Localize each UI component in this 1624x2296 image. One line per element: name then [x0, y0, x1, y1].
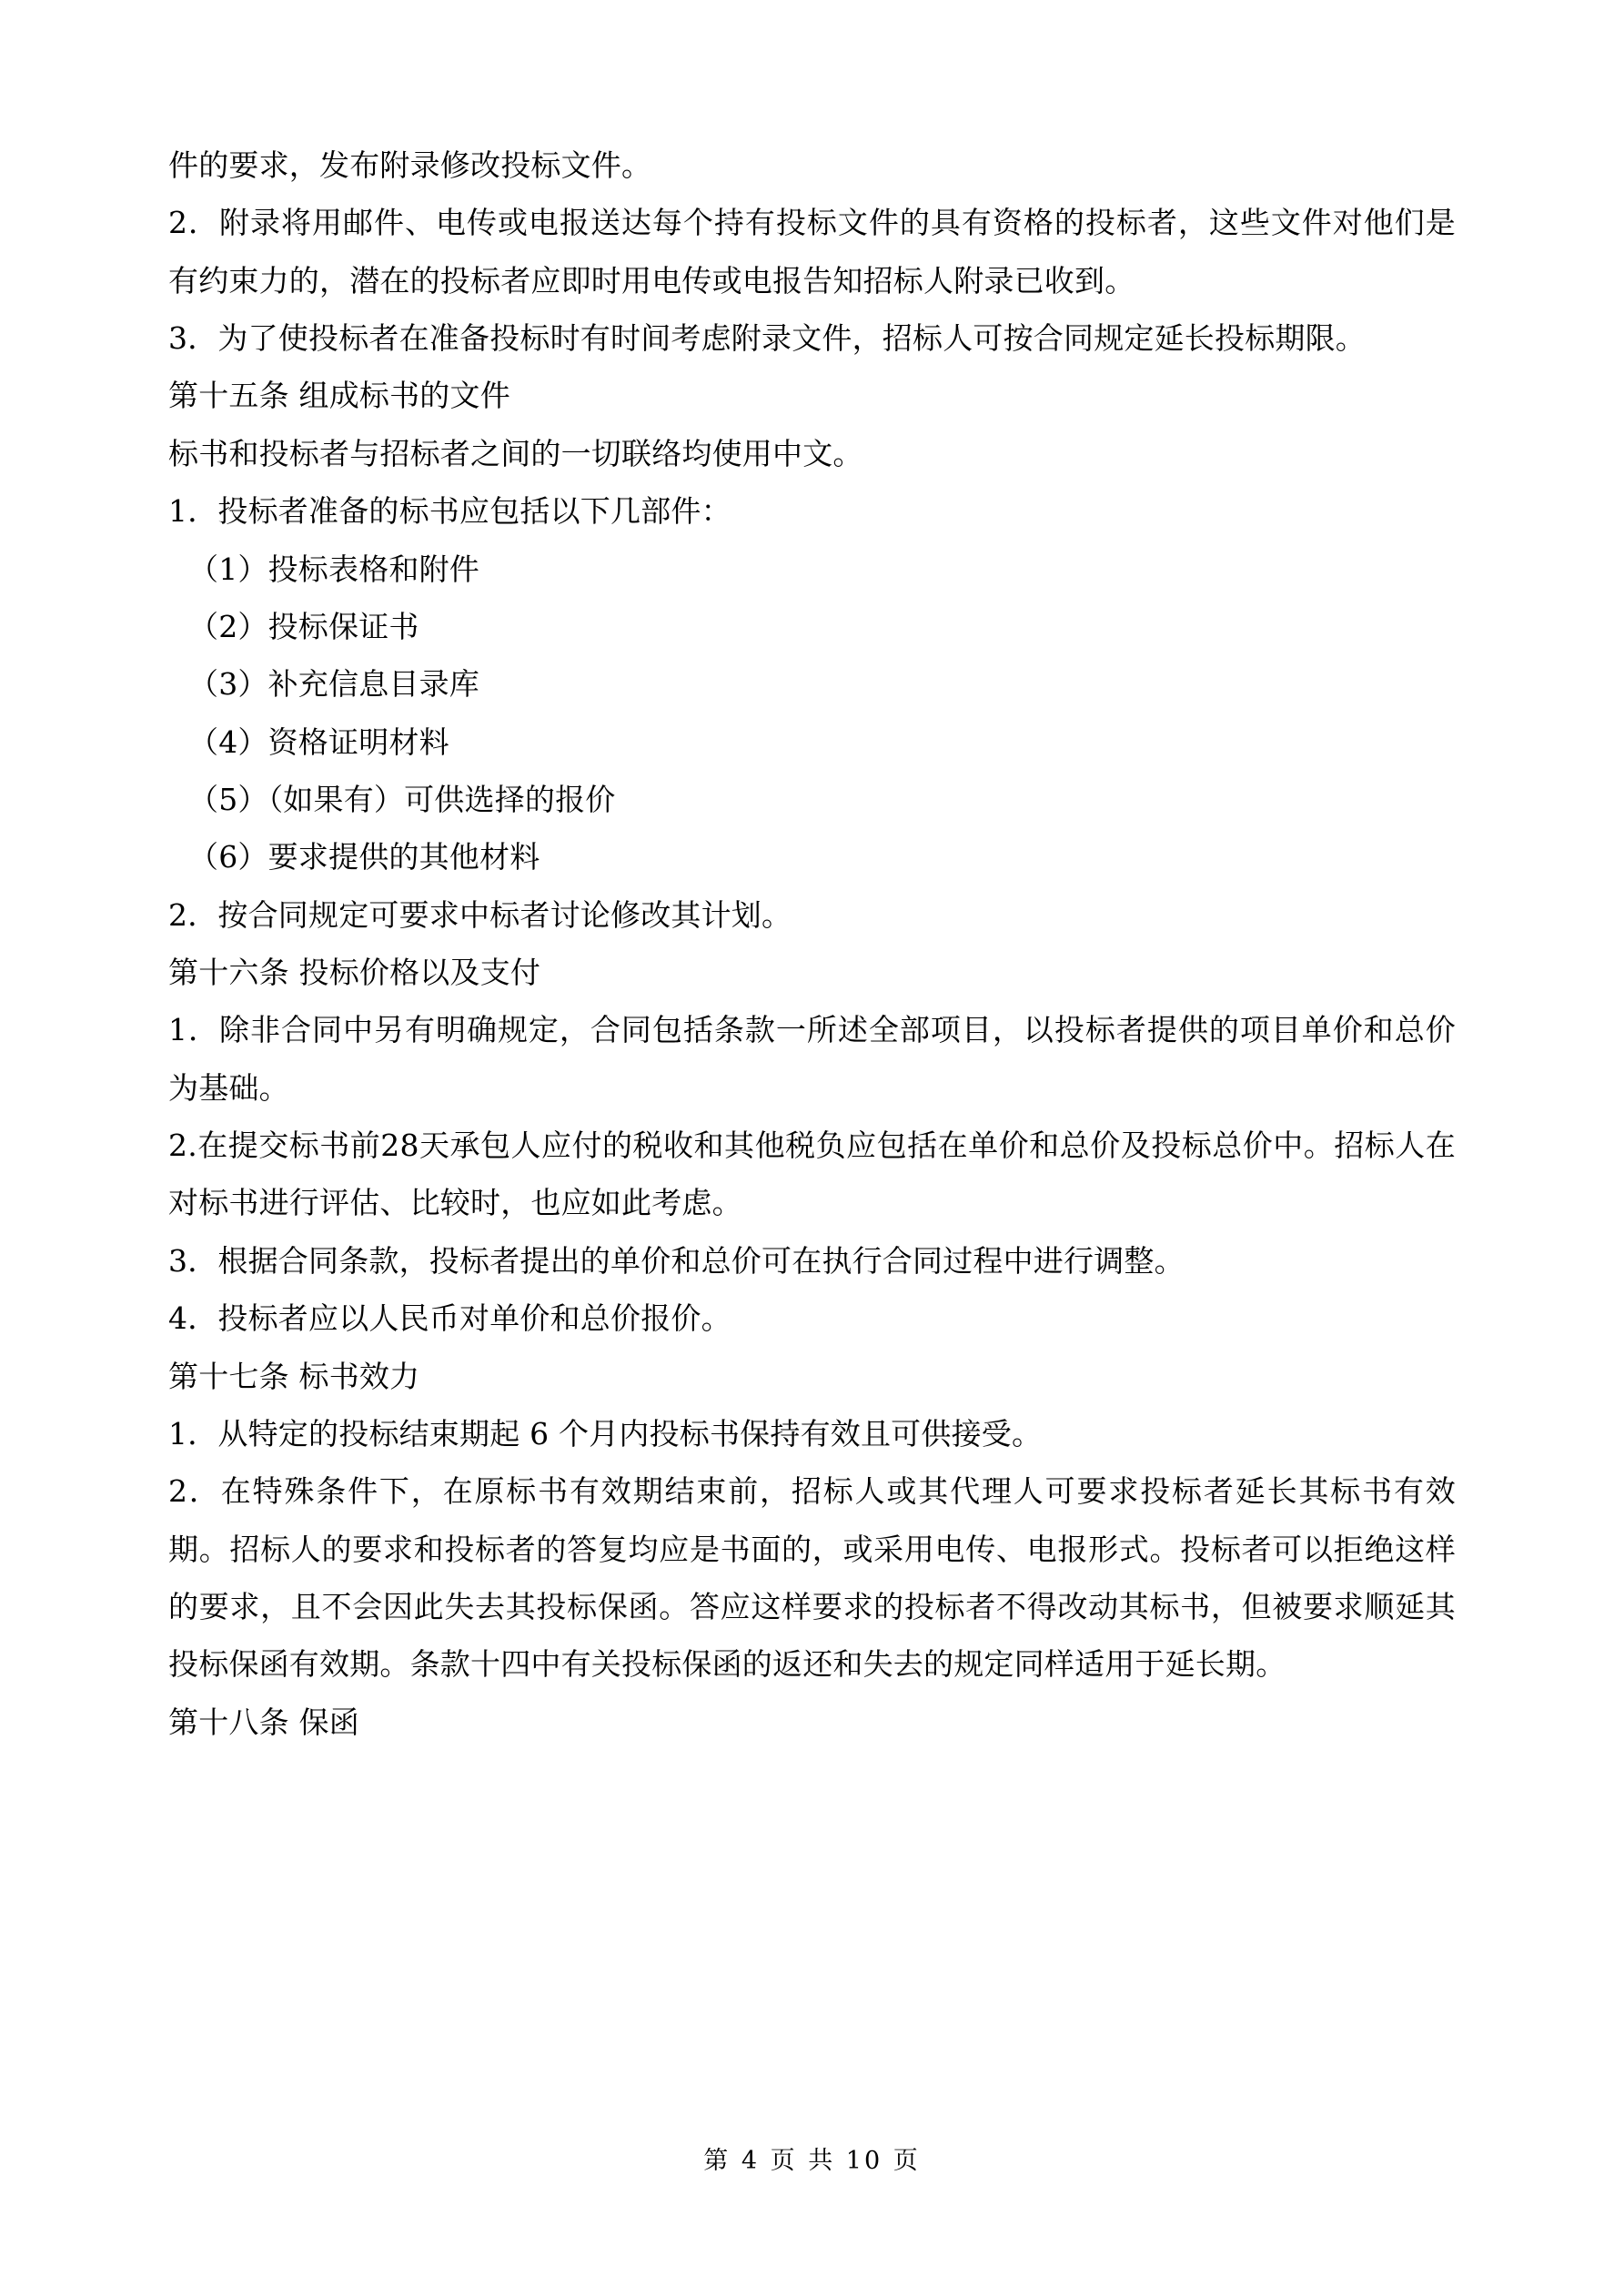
section-heading: 第十八条 保函	[168, 1704, 359, 1740]
section-heading: 第十六条 投标价格以及支付	[168, 955, 541, 991]
list-item: （3）补充信息目录库	[188, 666, 479, 703]
paragraph: 4．投标者应以人民币对单价和总价报价。	[168, 1300, 731, 1337]
list-item: （5）（如果有）可供选择的报价	[188, 781, 616, 817]
section-heading: 第十五条 组成标书的文件	[168, 378, 510, 414]
paragraph: 标书和投标者与招标者之间的一切联络均使用中文。	[168, 435, 863, 471]
section-heading: 第十七条 标书效力	[168, 1358, 420, 1394]
list-item: （1）投标表格和附件	[188, 551, 479, 587]
paragraph: 2．在特殊条件下，在原标书有效期结束前，招标人或其代理人可要求投标者延长其标书有效期。招标人的要求和投标者的答复均应是书面的，或采用电传、电报形式。投标者可以拒绝这样的要求，且不会因此失去其投标保函。答应这样要求的投标者不得改动其标书，但被要求顺延其投标保函有效期。条款十四中有关投标保函的返还和失去的规定同样适用于延长期。	[168, 1473, 1456, 1683]
list-item: （6）要求提供的其他材料	[188, 839, 540, 875]
paragraph: 2.在提交标书前28天承包人应付的税收和其他税负应包括在单价和总价及投标总价中。招标人在对标书进行评估、比较时，也应如此考虑。	[168, 1128, 1456, 1221]
page-footer: 第 4 页 共 10 页	[703, 2147, 921, 2175]
document-body	[168, 137, 1456, 1751]
paragraph: 1．从特定的投标结束期起 6 个月内投标书保持有效且可供接受。	[168, 1415, 1043, 1451]
paragraph: 1．除非合同中另有明确规定，合同包括条款一所述全部项目，以投标者提供的项目单价和总价为基础。	[168, 1012, 1456, 1106]
paragraph: 1．投标者准备的标书应包括以下几部件：	[168, 493, 731, 530]
list-item: （4）资格证明材料	[188, 723, 449, 760]
paragraph: 2．附录将用邮件、电传或电报送达每个持有投标文件的具有资格的投标者，这些文件对他们是有约束力的，潜在的投标者应即时用电传或电报告知招标人附录已收到。	[168, 205, 1456, 298]
list-item: （2）投标保证书	[188, 608, 419, 644]
paragraph: 件的要求，发布附录修改投标文件。	[168, 147, 652, 183]
paragraph: 3．根据合同条款，投标者提出的单价和总价可在执行合同过程中进行调整。	[168, 1242, 1185, 1279]
paragraph: 2．按合同规定可要求中标者讨论修改其计划。	[168, 896, 792, 933]
paragraph: 3．为了使投标者在准备投标时有时间考虑附录文件，招标人可按合同规定延长投标期限。	[168, 320, 1366, 357]
